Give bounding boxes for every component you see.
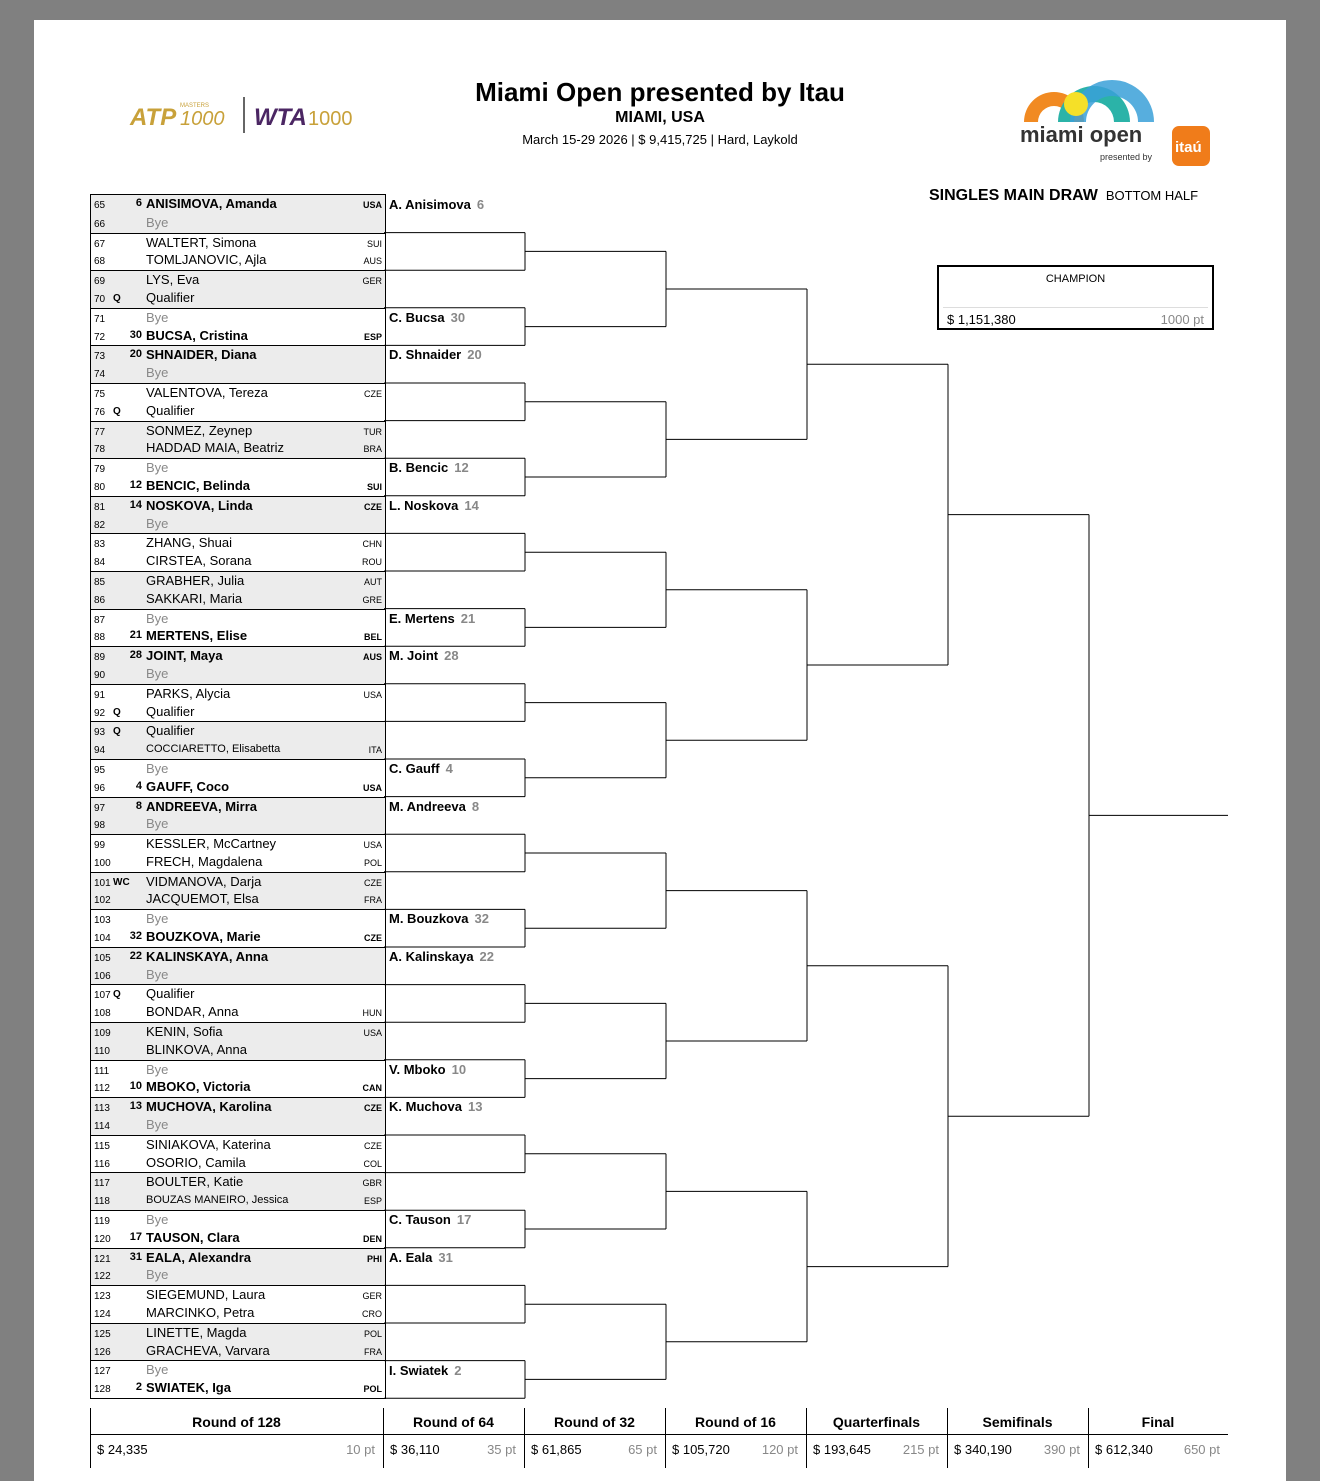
masters-tag: MASTERS [180, 103, 210, 109]
entry-flag: WC [113, 876, 130, 888]
draw-position: 82 [94, 519, 106, 531]
draw-position: 121 [94, 1253, 111, 1265]
draw-position: 74 [94, 369, 106, 381]
round-header: Round of 128 [192, 1414, 281, 1430]
winner-name: M. Joint [389, 648, 439, 664]
player-name: KENIN, Sofia [146, 1024, 223, 1040]
draw-position: 125 [94, 1328, 111, 1340]
player-name: Bye [146, 665, 169, 681]
winner-name: C. Bucsa [389, 309, 445, 325]
round-points: 390 pt [1043, 1442, 1080, 1457]
winner-name: D. Shnaider [389, 347, 462, 363]
player-name: SIEGEMUND, Laura [146, 1287, 266, 1303]
player-name: Bye [146, 966, 169, 982]
round-points: 215 pt [902, 1442, 939, 1457]
draw-position: 90 [94, 669, 106, 681]
round-prize: $ 105,720 [672, 1442, 730, 1457]
winner-name: K. Muchova [389, 1099, 462, 1115]
draw-position: 85 [94, 576, 106, 588]
draw-position: 76 [94, 406, 106, 418]
draw-position: 118 [94, 1196, 110, 1208]
winner-seed: 31 [438, 1249, 453, 1265]
seed-number: 10 [129, 1080, 142, 1093]
draw-position: 117 [94, 1178, 110, 1190]
player-name: Bye [146, 760, 169, 776]
draw-position: 97 [94, 802, 106, 814]
seed-number: 12 [129, 478, 142, 491]
player-name: Bye [146, 1362, 169, 1378]
player-name: PARKS, Alycia [146, 685, 231, 701]
country-code: BRA [363, 444, 382, 455]
itau-text: itaú [1175, 139, 1202, 156]
draw-position: 81 [94, 501, 106, 513]
draw-position: 122 [94, 1271, 111, 1283]
country-code: POL [363, 857, 382, 868]
country-code: CZE [364, 933, 382, 944]
country-code: USA [363, 840, 382, 851]
draw-position: 100 [94, 857, 111, 869]
draw-position: 120 [94, 1233, 111, 1245]
winner-seed: 12 [454, 460, 469, 476]
country-code: DEN [362, 1233, 382, 1244]
draw-position: 126 [94, 1346, 111, 1358]
tournament-city: MIAMI, USA [615, 109, 705, 126]
country-code: CAN [362, 1083, 382, 1094]
round-of-64-winner [389, 1363, 461, 1378]
draw-position: 65 [94, 200, 106, 211]
draw-position: 98 [94, 820, 106, 832]
round-of-64-winner [389, 498, 479, 513]
player-name: CIRSTEA, Sorana [146, 553, 252, 569]
country-code: USA [362, 200, 382, 210]
player-name: KALINSKAYA, Anna [146, 948, 269, 964]
round-prize: $ 612,340 [1095, 1442, 1153, 1457]
winner-seed: 8 [471, 798, 480, 814]
player-name: LYS, Eva [146, 272, 200, 288]
player-name: Qualifier [146, 703, 195, 719]
winner-seed: 28 [444, 648, 459, 664]
draw-position: 104 [94, 933, 111, 945]
draw-position: 115 [94, 1140, 110, 1152]
draw-position: 83 [94, 539, 106, 551]
seed-number: 17 [129, 1230, 142, 1243]
country-code: AUS [363, 256, 382, 267]
winner-seed: 21 [460, 610, 476, 626]
country-code: CZE [364, 388, 382, 399]
winner-seed: 30 [450, 309, 466, 325]
player-name: OSORIO, Camila [146, 1154, 246, 1170]
round-of-64-winner [389, 648, 459, 663]
draw-position: 124 [94, 1309, 111, 1321]
champion-prize: $ 1,151,380 [947, 312, 1016, 327]
round-points: 120 pt [761, 1442, 798, 1457]
player-name: MARCINKO, Petra [146, 1305, 255, 1321]
player-name: NOSKOVA, Linda [146, 497, 253, 513]
svg-text:WTA: WTA [254, 104, 307, 131]
player-name: Bye [146, 309, 169, 325]
round-of-64-winner [389, 949, 494, 964]
country-code: CZE [364, 1103, 382, 1114]
winner-name: I. Swiatek [389, 1362, 449, 1378]
draw-position: 111 [94, 1065, 110, 1077]
draw-position: 86 [94, 594, 106, 606]
player-name: SAKKARI, Maria [146, 590, 243, 606]
country-code: COL [363, 1158, 382, 1169]
player-name: Bye [146, 1117, 169, 1133]
seed-number: 32 [129, 930, 142, 943]
player-name: SINIAKOVA, Katerina [146, 1136, 271, 1152]
player-name: BONDAR, Anna [146, 1004, 239, 1020]
winner-seed: 14 [464, 497, 479, 513]
tournament-info: March 15-29 2026 | $ 9,415,725 | Hard, Laykold [522, 132, 798, 147]
round-header: Semifinals [982, 1414, 1053, 1430]
country-code: POL [363, 1328, 382, 1339]
seed-number: 28 [129, 649, 142, 662]
draw-position: 71 [94, 313, 106, 325]
player-name: Qualifier [146, 289, 195, 305]
player-name: VALENTOVA, Tereza [146, 384, 268, 400]
player-name: KESSLER, McCartney [146, 836, 277, 852]
player-name: BLINKOVA, Anna [146, 1041, 247, 1057]
country-code: HUN [362, 1008, 382, 1019]
player-name: Qualifier [146, 986, 195, 1002]
winner-name: M. Bouzkova [389, 911, 469, 927]
player-name: COCCIARETTO, Elisabetta [146, 743, 281, 756]
round-points: 650 pt [1183, 1442, 1220, 1457]
draw-position: 109 [94, 1028, 111, 1040]
round-header: Round of 32 [554, 1414, 635, 1430]
winner-name: A. Kalinskaya [389, 949, 474, 964]
draw-position: 123 [94, 1291, 111, 1303]
round-of-64-winner [389, 761, 453, 776]
winner-name: V. Mboko [389, 1061, 446, 1077]
seed-number: 14 [129, 498, 142, 511]
entry-flag: Q [113, 292, 121, 304]
draw-position: 96 [94, 782, 106, 794]
round-separator [806, 1408, 807, 1468]
player-name: Bye [146, 365, 169, 381]
player-name: SONMEZ, Zeynep [146, 422, 253, 438]
player-name: Bye [146, 515, 169, 531]
draw-position: 80 [94, 481, 106, 493]
draw-position: 69 [94, 276, 106, 288]
country-code: CRO [362, 1309, 382, 1320]
entry-flag: Q [113, 726, 121, 738]
draw-position: 84 [94, 557, 106, 569]
round-separator [947, 1408, 948, 1468]
winner-name: M. Andreeva [389, 798, 466, 814]
country-code: BEL [364, 632, 382, 643]
draw-position: 94 [94, 745, 106, 757]
winner-seed: 2 [454, 1362, 462, 1378]
country-code: ITA [368, 745, 382, 756]
draw-position: 101 [94, 877, 111, 889]
player-name: MBOKO, Victoria [146, 1079, 251, 1095]
draw-position: 110 [94, 1045, 110, 1057]
draw-position: 106 [94, 970, 111, 982]
player-name: GRABHER, Julia [146, 572, 245, 588]
seed-number: 31 [129, 1250, 142, 1263]
draw-position: 113 [94, 1103, 110, 1115]
player-name: BOUZAS MANEIRO, Jessica [146, 1194, 289, 1207]
round-prize: $ 61,865 [531, 1442, 582, 1457]
country-code: USA [363, 689, 382, 700]
draw-title-text: SINGLES MAIN DRAW [929, 187, 1098, 204]
country-code: ESP [363, 331, 382, 342]
round-of-64-winner [389, 1062, 466, 1077]
player-name: SWIATEK, Iga [146, 1380, 231, 1396]
winner-name: B. Bencic [389, 460, 449, 476]
winner-seed: 10 [451, 1061, 467, 1077]
svg-text:1000: 1000 [180, 108, 225, 130]
round-of-64-winner [389, 197, 484, 212]
round-of-64-winner [389, 1099, 482, 1114]
winner-seed: 17 [456, 1212, 472, 1228]
country-code: ESP [363, 1196, 382, 1207]
country-code: CZE [364, 501, 382, 512]
draw-position: 107 [94, 990, 111, 1002]
player-name: MERTENS, Elise [146, 628, 248, 644]
seed-number: 4 [135, 779, 142, 792]
draw-half: BOTTOM HALF [1105, 188, 1199, 203]
player-name: Bye [146, 460, 169, 476]
round-separator [90, 1408, 91, 1468]
round-points: 65 pt [628, 1442, 657, 1457]
player-name: BENCIC, Belinda [146, 477, 251, 493]
draw-position: 88 [94, 632, 106, 644]
round-prize: $ 193,645 [813, 1442, 871, 1457]
player-name: BOUZKOVA, Marie [146, 929, 261, 945]
seed-number: 6 [135, 197, 142, 209]
winner-name: A. Anisimova [389, 197, 471, 212]
round-of-64-winner [389, 347, 482, 362]
player-name: Bye [146, 911, 169, 927]
country-code: GER [362, 1291, 382, 1302]
player-name: GAUFF, Coco [146, 778, 230, 794]
presented-by-text: presented by [1100, 152, 1153, 162]
round-header: Round of 64 [413, 1414, 494, 1430]
round-of-64-winner [389, 911, 489, 926]
country-code: GRE [362, 594, 382, 605]
player-name: Bye [146, 1061, 169, 1077]
player-name: FRECH, Magdalena [146, 853, 263, 869]
draw-position: 70 [94, 293, 106, 305]
player-name: BUCSA, Cristina [146, 327, 248, 343]
country-code: SUI [366, 238, 382, 249]
draw-position: 79 [94, 464, 106, 476]
player-name: VIDMANOVA, Darja [146, 873, 262, 889]
player-name: Qualifier [146, 723, 195, 739]
winner-name: C. Tauson [389, 1212, 451, 1228]
winner-name: A. Eala [389, 1249, 433, 1265]
draw-position: 119 [94, 1216, 110, 1228]
player-name: Bye [146, 816, 169, 832]
winner-name: E. Mertens [389, 610, 455, 626]
player-name: LINETTE, Magda [146, 1324, 247, 1340]
country-code: CHN [362, 539, 382, 550]
round-header: Round of 16 [695, 1414, 776, 1430]
bracket-lines [34, 20, 1286, 1481]
round-prize: $ 340,190 [954, 1442, 1012, 1457]
round-of-64-winner [389, 310, 465, 325]
seed-number: 30 [129, 328, 142, 341]
seed-number: 13 [129, 1100, 142, 1113]
round-separator [665, 1408, 666, 1468]
country-code: TUR [363, 426, 382, 437]
round-header: Final [1141, 1414, 1175, 1430]
draw-position: 87 [94, 614, 106, 626]
country-code: AUS [362, 652, 382, 663]
draw-sheet [34, 20, 1286, 1481]
player-name: TOMLJANOVIC, Ajla [146, 252, 267, 268]
round-header: Quarterfinals [832, 1414, 921, 1430]
winner-name: C. Gauff [389, 761, 440, 776]
country-code: AUT [364, 576, 382, 587]
draw-position: 72 [94, 331, 106, 343]
player-name: TAUSON, Clara [146, 1229, 240, 1245]
draw-position: 93 [94, 727, 106, 739]
country-code: USA [363, 1028, 382, 1039]
seed-number: 2 [135, 1381, 142, 1394]
draw-position: 116 [94, 1158, 110, 1170]
draw-position: 73 [94, 351, 106, 363]
player-name: JACQUEMOT, Elsa [146, 891, 259, 907]
draw-position: 66 [94, 218, 106, 230]
seed-number: 20 [129, 348, 142, 361]
round-points: 35 pt [487, 1442, 516, 1457]
country-code: POL [363, 1384, 382, 1395]
country-code: FRA [364, 1346, 382, 1357]
winner-seed: 22 [479, 949, 495, 964]
country-code: GER [362, 276, 382, 287]
champion-points: 1000 pt [1160, 312, 1204, 327]
round-separator [1088, 1408, 1089, 1468]
seed-number: 22 [129, 949, 142, 962]
draw-position: 78 [94, 444, 106, 456]
player-name: MUCHOVA, Karolina [146, 1099, 272, 1115]
country-code: USA [362, 782, 382, 793]
player-name: BOULTER, Katie [146, 1174, 244, 1190]
draw-position: 67 [94, 238, 106, 250]
country-code: CZE [364, 877, 382, 888]
country-code: SUI [366, 481, 382, 492]
player-name: Bye [146, 1267, 169, 1283]
draw-position: 103 [94, 915, 111, 927]
round-separator [383, 1408, 384, 1468]
player-name: SHNAIDER, Diana [146, 347, 257, 363]
draw-position: 91 [94, 689, 106, 701]
draw-position: 112 [94, 1083, 110, 1095]
svg-text:ATP: ATP [130, 104, 177, 131]
draw-position: 89 [94, 652, 106, 664]
draw-position: 77 [94, 426, 106, 438]
winner-name: L. Noskova [389, 497, 459, 513]
player-name: Bye [146, 610, 169, 626]
round-prize: $ 24,335 [97, 1442, 148, 1457]
player-name: ANDREEVA, Mirra [146, 798, 258, 814]
winner-seed: 32 [474, 911, 489, 927]
draw-position: 102 [94, 895, 111, 907]
player-name: Qualifier [146, 402, 195, 418]
player-name: EALA, Alexandra [146, 1249, 251, 1265]
entry-flag: Q [113, 706, 121, 718]
svg-text:1000: 1000 [308, 108, 353, 130]
round-of-64-winner [389, 611, 475, 626]
round-of-64-winner [389, 1212, 471, 1227]
winner-seed: 6 [476, 197, 485, 212]
draw-position: 114 [94, 1121, 110, 1133]
draw-position: 108 [94, 1008, 111, 1020]
player-name: JOINT, Maya [146, 648, 223, 664]
winner-seed: 20 [467, 347, 482, 363]
country-code: GBR [362, 1178, 382, 1189]
country-code: FRA [364, 895, 382, 906]
draw-position: 127 [94, 1366, 111, 1378]
draw-position: 95 [94, 764, 106, 776]
draw-position: 68 [94, 256, 106, 268]
entry-flag: Q [113, 405, 121, 417]
round-of-64-winner [389, 1250, 453, 1265]
draw-position: 92 [94, 707, 106, 719]
entry-flag: Q [113, 989, 121, 1001]
draw-position: 99 [94, 840, 106, 852]
winner-seed: 13 [467, 1099, 483, 1115]
player-name: HADDAD MAIA, Beatriz [146, 440, 284, 456]
player-name: Bye [146, 214, 169, 230]
round-separator [524, 1408, 525, 1468]
country-code: ROU [362, 557, 382, 568]
player-name: Bye [146, 1212, 169, 1228]
draw-position: 75 [94, 388, 106, 400]
round-header-row [90, 1408, 1228, 1435]
player-name: ZHANG, Shuai [146, 535, 232, 551]
round-of-64-winner [389, 460, 469, 475]
winner-seed: 4 [445, 761, 453, 776]
seed-number: 21 [129, 629, 142, 642]
champion-label: CHAMPION [1045, 273, 1106, 285]
round-of-64-winner [389, 799, 479, 814]
player-name: ANISIMOVA, Amanda [146, 196, 277, 211]
seed-number: 8 [135, 799, 142, 812]
round-points: 10 pt [346, 1442, 375, 1457]
tournament-title: Miami Open presented by Itau [475, 77, 845, 107]
draw-position: 105 [94, 952, 111, 964]
player-name: GRACHEVA, Varvara [146, 1342, 270, 1358]
country-code: PHI [366, 1253, 382, 1264]
brand-text: miami open [1020, 122, 1143, 147]
draw-position: 128 [94, 1384, 111, 1396]
player-name: WALTERT, Simona [146, 234, 257, 250]
round-prize: $ 36,110 [390, 1442, 440, 1457]
country-code: CZE [364, 1140, 382, 1151]
